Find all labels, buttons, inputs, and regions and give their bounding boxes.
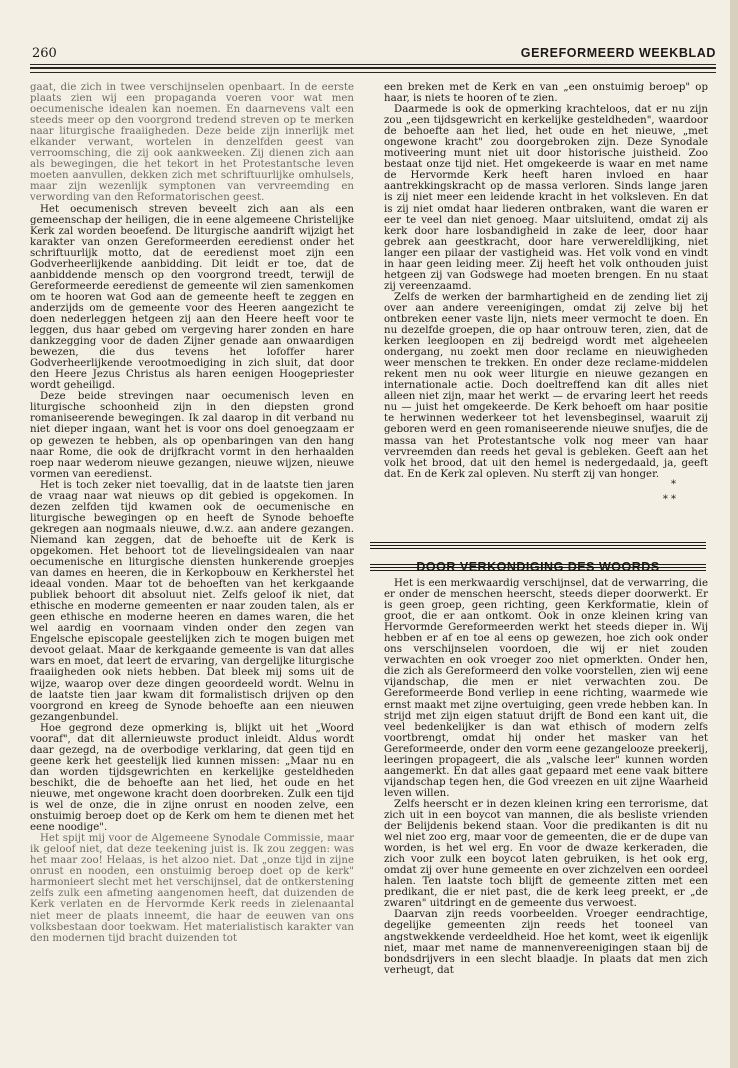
paragraph: gaat, die zich in twee verschijnselen openbaart. In de eerste plaats zien wij een propaganda voeren voor wat men oecumenische idealen kan noemen. En daarnevens valt een steeds meer op den voorgrond tredend streven op te merken naar liturgische fraaiigheden. Deze beide zijn innerlijk met elkander verwant, wortelen in denzelfden geest van verroomsching, die zij ook aankweeken. Zij dienen zich aan als bewegingen, die het tekort in het Protestantsche leven moeten aanvullen, dekken zich met schriftuurlijke omhulsels, maar zijn wezenlijk symptonen van vervreemding en verwording van den Reformatorischen geest. <box>30 82 354 204</box>
paragraph: een breken met de Kerk en van „een onstuimig beroep" op haar, is niets te hooren of te zien. <box>384 82 708 105</box>
paragraph: Het spijt mij voor de Algemeene Synodale Commissie, maar ik geloof niet, dat deze teekening juist is. Ik zou zeggen: was het maar zoo! Helaas, is het alzoo niet. Dat „onze tijd in zijne onrust en nooden, een onstuimig beroep doet op de kerk" harmonieert slecht met het verschijnsel, dat de ontkerstening zelfs zulk een afmeting aangenomen heeft, dat duizenden de Kerk verlaten en de Hervormde Kerk reeds in zielenaantal niet meer de plaats inneemt, die haar de eeuwen van ons volksbestaan door toekwam. Het materialistisch karakter van den modernen tijd bracht duizenden tot <box>30 833 354 944</box>
page-number: 260 <box>32 46 57 61</box>
left-column <box>30 82 354 944</box>
right-column <box>384 82 708 505</box>
paragraph: Het oecumenisch streven beveelt zich aan als een gemeenschap der heiligen, die in eene algemeene Christelijke Kerk zal worden beoefend. De liturgische aandrift wijzigt het karakter van onzen Gereformeerden eeredienst onder het schriftuurlijk motto, dat de eeredienst moet zijn een Godverheerlijkende aanbidding. Dit leidt er toe, dat de aanbiddende mensch op den voorgrond treedt, terwijl de Gereformeerde eeredienst de gemeente wil zien samenkomen om te hooren wat God aan de gemeente heeft te zeggen en anderzijds om de gemeente voor des Heeren aangezicht te doen nederleggen hetgeen zij aan den Heere heeft voor te leggen, dus haar gebed om vergeving harer zonden en hare dankzegging voor de daden Zijner genade aan onwaardigen bewezen, die dus tevens het lofoffer harer Godverheerlijkende verootmoediging in zich sluit, dat door den Heere Jezus Christus als haren eenigen Hoogepriester wordt geheiligd. <box>30 203 354 392</box>
page-header <box>30 44 716 64</box>
paragraph: Zelfs heerscht er in dezen kleinen kring een terrorisme, dat zich uit in een boycot van mannen, die als besliste vrienden der Belijdenis bekend staan. Voor die predikanten is dit nu wel niet zoo erg, maar voor de gemeenten, die er de dupe van worden, is het wel erg. En voor de dwaze kerkeraden, die zich voor zulk een boycot laten gebruiken, is het ook erg, omdat zij over hune gemeente en over zichzelven een oordeel halen. Ten laatste toch blijft de gemeente zitten met een predikant, die er niet past, die de kerk leeg preekt, er „de zwaren" uitdringt en de gemeente dus verwoest. <box>384 798 708 910</box>
paragraph: Zelfs de werken der barmhartigheid en de zending liet zij over aan andere vereenigingen, omdat zij zelve bij het ontbreken eener vaste lijn, niets meer vermocht te doen. En nu dezelfde groepen, die op haar ontrouw teren, zien, dat de kerken leegloopen en zij bedreigd wordt met algeheelen ondergang, nu zoekt men door reclame en nieuwigheden weer menschen te trekken. En onder deze reclame-middelen rekent men nu ook weer liturgie en nieuwe gezangen en internationale actie. Doch doeltreffend kan dit alles niet alleen niet zijn, maar het werkt — de ervaring leert het reeds nu — juist het omgekeerde. De Kerk behoeft om haar positie te herwinnen wederkeer tot het levensbeginsel, waaruit zij geboren werd en geen romaniseerende nieuwe snufjes, die de massa van het Protestantsche volk nog meer van haar vervreemden dan reeds het geval is gebleken. Geeft aan het volk het brood, dat uit den hemel is nedergedaald, ja, geeft dat. En de Kerk zal opleven. Nu sterft zij van honger. <box>384 291 708 480</box>
running-title: GEREFORMEERD WEEKBLAD <box>520 46 716 60</box>
heading-rule-top <box>370 542 706 556</box>
paragraph: Daarvan zijn reeds voorbeelden. Vroeger eendrachtige, degelijke gemeenten zijn reeds het tooneel van angstwekkende verdeeldheid. Hoe het komt, weet ik eigenlijk niet, maar met name de mannenvereenigingen staan bij de bondsdrijvers in een slecht blaadje. In plaats dat men zich verheugt, dat <box>384 909 708 976</box>
page-edge <box>730 0 738 1068</box>
paragraph: Deze beide strevingen naar oecumenisch leven en liturgische schoonheid zijn in den diepsten grond romaniseerende bewegingen. Ik zal daarop in dit verband nu niet dieper ingaan, want het is voor ons doel genoegzaam er op gewezen te hebben, als op openbaringen van den hang naar Rome, die ook de drijfkracht vormt in den herhaalden roep naar wederom nieuwe gezangen, nieuwe wijzen, nieuwe vormen van eeredienst. <box>30 391 354 480</box>
paragraph: Het is toch zeker niet toevallig, dat in de laatste tien jaren de vraag naar wat nieuws op dit gebied is opgekomen. In dezen zelfden tijd kwamen ook de oecumenische en liturgische bewegingen op en heeft de Synode behoefte gekregen aan nogmaals nieuwe, d.w.z. aan andere gezangen. Niemand kan zeggen, dat de behoefte uit de Kerk is opgekomen. Het behoort tot de lievelingsidealen van naar oecumenische en liturgische diensten hunkerende groepjes van dames en heeren, die in Kerkopbouw en Kerkherstel het ideaal vonden. Maar tot de behoeften van het kerkgaande publiek behoort dit absoluut niet. Zelfs geloof ik niet, dat ethische en moderne gemeenten er naar zouden talen, als er geen ethische en moderne heeren en dames waren, die het wel aardig en voornaam vinden onder den zegen van Engelsche episcopale geestelijken zich te mogen buigen met devoot gelaat. Maar de kerkgaande gemeente is van dat alles wars en moet, dat leert de ervaring, van dergelijke liturgische fraaiigheden ook niets hebben. Dat bleek mij soms uit de wijze, waarop over deze dingen geoordeeld wordt. Welnu in de laatste tien jaar kwam dit formalistisch drijven op den voorgrond en kreeg de Synode behoefte aan een nieuwen gezangenbundel. <box>30 479 354 723</box>
header-rule-lower <box>30 72 716 73</box>
section-body <box>384 578 708 976</box>
paragraph: Hoe gegrond deze opmerking is, blijkt uit het „Woord vooraf", dat dit allernieuwste product inleidt. Aldus wordt daar gezegd, na de overbodige verklaring, dat geen tijd en geene kerk het geestelijk lied kunnen missen: „Maar nu en dan worden tijdsgewrichten en kerkelijke gesteldheden beschikt, die de behoefte aan het lied, het oude en het nieuwe, met ongewone kracht doen doorbreken. Zulk een tijd is wel de onze, die in zijne onrust en nooden zelve, een onstuimig beroep doet op de Kerk om hem te dienen met het eene noodige". <box>30 722 354 834</box>
section-divider-stars: * * <box>662 493 676 505</box>
header-rule <box>30 64 716 65</box>
section-divider-stars: * <box>671 478 676 490</box>
paragraph: Het is een merkwaardig verschijnsel, dat de verwarring, die er onder de menschen heerscht, steeds dieper doorwerkt. Er is geen groep, geen richting, geen Kerkformatie, klein of groot, die er aan ontkomt. Ook in onze kleinen kring van Hervormde Gereformeerden werkt het steeds dieper in. Wij hebben er af en toe al eens op gewezen, hoe zich ook onder ons verschijnselen voordoen, die wij er niet zouden verwachten en ook vroeger zoo niet opmerkten. Onder hen, die zich als Gereformeerd den volke voorstellen, zien wij eene vijandschap, die men er niet verwachten zou. De Gereformeerde Bond verliep in eene richting, waarmede wie ernst maakt met zijne overtuiging, geen vrede hebben kan. In strijd met zijn eigen statuut drijft de Bond een kant uit, die veel bedenkelijker is dan wat ethisch of modern zelfs voortbrengt, omdat hij onder het masker van het Gereformeerde, onder den vorm eene gezangelooze preekerij, leeringen propageert, die als „valsche leer" kunnen worden aangemerkt. En dat alles gaat gepaard met eene vaak bittere vijandschap tegen hen, die God vreezen en uit zijne Waarheid leven willen. <box>384 578 708 799</box>
header-rule-thick <box>30 67 716 69</box>
heading-rule-bottom <box>370 564 706 578</box>
section-heading <box>370 542 706 574</box>
section-title: DOOR VERKONDIGING DES WOORDS <box>412 560 663 574</box>
paragraph: Daarmede is ook de opmerking krachteloos, dat er nu zijn zou „een tijdsgewricht en kerkelijke gesteldheden", waardoor de behoefte aan het lied, het oude en het nieuwe, „met ongewone kracht" zou doorgebroken zijn. Deze Synodale motiveering munt niet uit door historische juistheid. Zoo bestaat onze tijd niet. Het omgekeerde is waar en met name de Hervormde Kerk heeft haren invloed en haar aantrekkingskracht op de massa verloren. Sinds lange jaren is zij niet meer een leidende kracht in het volksleven. En dat is zij niet omdat haar liederen ontbraken, want die waren er eer te veel dan niet genoeg. Maar uitsluitend, omdat zij als kerk door hare losbandigheid in zake de leer, door haar gebrek aan geestkracht, door hare verwereldlijking, niet langer een pilaar der vastigheid was. Het volk vond en vindt in haar geen leiding meer. Zij heeft het volk onthouden juist hetgeen zij van Godswege had moeten brengen. En nu staat zij vereenzaamd. <box>384 104 708 292</box>
